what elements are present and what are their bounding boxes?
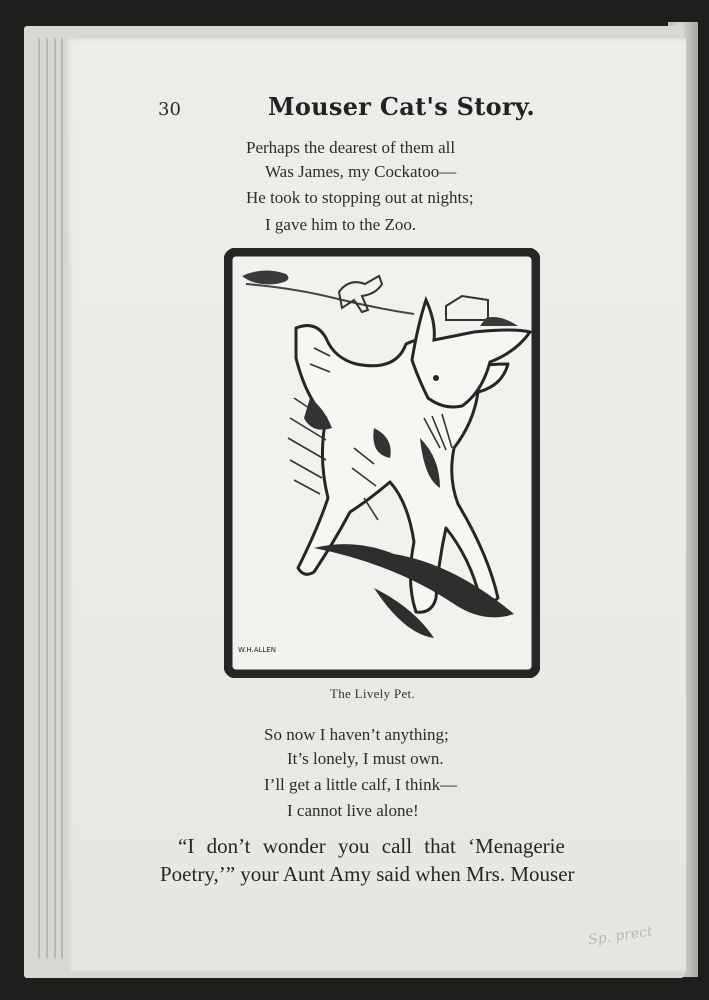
running-head: Mouser Cat's Story. — [268, 92, 536, 121]
page-edge-line — [46, 38, 48, 958]
page-edge-line — [61, 38, 63, 958]
verse-line: I’ll get a little calf, I think— — [264, 775, 458, 794]
verse-line: It’s lonely, I must own. — [287, 749, 444, 768]
pencil-marginalia: Sp. prect — [587, 923, 654, 949]
page-edge-line — [38, 38, 40, 958]
verse-line: He took to stopping out at nights; — [246, 188, 474, 207]
goat-eye-shape — [433, 375, 439, 381]
prose-line: Poetry,’” your Aunt Amy said when Mrs. Mouser — [160, 862, 575, 886]
artist-signature: W.H.ALLEN — [238, 646, 276, 654]
page-number: 30 — [158, 99, 181, 120]
page-edge-line — [54, 38, 56, 958]
verse-line: So now I haven’t anything; — [264, 725, 449, 744]
verse-line: Perhaps the dearest of them all — [246, 138, 456, 157]
illustration-caption: The Lively Pet. — [330, 686, 416, 701]
prose-line: “I don’t wonder you call that ‘Menagerie — [178, 834, 565, 858]
verse-line: I gave him to the Zoo. — [265, 215, 417, 234]
verse-line: I cannot live alone! — [287, 801, 419, 820]
goat-illustration — [224, 248, 540, 678]
verse-line: Was James, my Cockatoo— — [265, 162, 457, 181]
